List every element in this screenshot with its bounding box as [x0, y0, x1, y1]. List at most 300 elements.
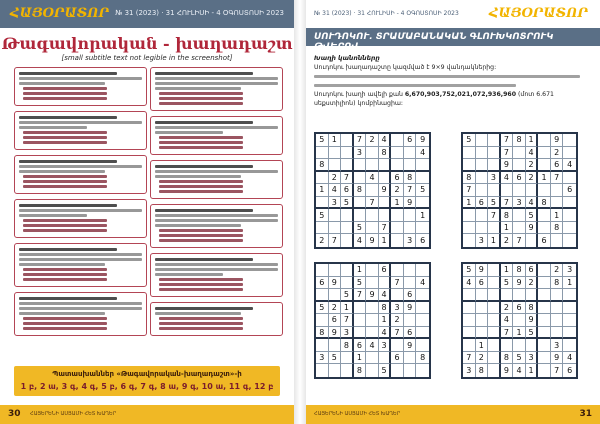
sudoku-cell [366, 222, 379, 235]
sudoku-cell [366, 352, 379, 365]
sudoku-cell: 9 [404, 302, 417, 315]
sudoku-cell: 9 [551, 134, 564, 147]
quiz-column-right [150, 67, 283, 341]
sudoku-cell: 9 [551, 352, 564, 365]
issue-info: № 31 (2023) · 31 ՀՈՒԼԻՍԻ - 4 ՕԳՈՍՏՈՍԻ 2023 [115, 9, 284, 17]
sudoku-cell [563, 339, 576, 352]
sudoku-cell [354, 302, 367, 315]
sudoku-cell: 7 [404, 184, 417, 197]
sudoku-cell: 7 [488, 209, 501, 222]
sudoku-cell [476, 172, 489, 185]
sudoku-cell [354, 159, 367, 172]
sudoku-cell [551, 197, 564, 210]
sudoku-cell: 1 [379, 234, 392, 247]
sudoku-cell [488, 352, 501, 365]
sudoku-cell: 1 [354, 264, 367, 277]
sudoku-cell [526, 184, 539, 197]
sudoku-cell [379, 352, 392, 365]
sudoku-cell: 9 [366, 234, 379, 247]
sudoku-cell: 5 [488, 197, 501, 210]
sudoku-cell [404, 352, 417, 365]
sudoku-cell [366, 264, 379, 277]
sudoku-cell: 7 [379, 222, 392, 235]
sudoku-cell: 1 [316, 184, 329, 197]
sudoku-cell: 1 [538, 172, 551, 185]
answers-box [14, 366, 280, 396]
sudoku-cell [366, 184, 379, 197]
sudoku-cell [563, 289, 576, 302]
sudoku-cell: 8 [404, 172, 417, 185]
sudoku-cell: 1 [354, 352, 367, 365]
quiz-question-9 [150, 160, 283, 199]
sudoku-cell [416, 302, 429, 315]
sudoku-cell [341, 264, 354, 277]
sudoku-cell: 4 [354, 234, 367, 247]
right-footer [306, 405, 600, 424]
sudoku-cell: 7 [341, 172, 354, 185]
sudoku-cell: 7 [501, 197, 514, 210]
sudoku-cell: 4 [513, 364, 526, 377]
sudoku-cell: 7 [329, 234, 342, 247]
sudoku-cell: 5 [329, 352, 342, 365]
sudoku-cell [416, 172, 429, 185]
sudoku-cell [463, 289, 476, 302]
sudoku-cell: 9 [366, 289, 379, 302]
sudoku-intro [314, 54, 594, 108]
sudoku-cell [476, 327, 489, 340]
sudoku-cell: 6 [329, 314, 342, 327]
sudoku-cell [416, 339, 429, 352]
sudoku-cell: 2 [526, 277, 539, 290]
sudoku-cell: 3 [488, 172, 501, 185]
sudoku-cell: 2 [501, 234, 514, 247]
sudoku-cell: 4 [416, 147, 429, 160]
sudoku-cell: 1 [488, 234, 501, 247]
magazine-logo: ՀԱՅՕՐԱՏՈՐ [10, 6, 110, 21]
sudoku-cell [404, 209, 417, 222]
sudoku-cell [463, 339, 476, 352]
sudoku-cell: 3 [551, 339, 564, 352]
sudoku-cell: 2 [329, 172, 342, 185]
sudoku-cell: 3 [329, 197, 342, 210]
sudoku-cell [538, 264, 551, 277]
sudoku-cell [416, 314, 429, 327]
sudoku-cell: 5 [526, 327, 539, 340]
sudoku-cell [488, 314, 501, 327]
sudoku-cell: 1 [563, 277, 576, 290]
sudoku-cell [463, 234, 476, 247]
sudoku-cell: 2 [551, 147, 564, 160]
sudoku-title-bar [306, 28, 600, 52]
sudoku-cell: 8 [354, 184, 367, 197]
sudoku-cell [513, 147, 526, 160]
sudoku-cell [538, 209, 551, 222]
sudoku-cell [476, 147, 489, 160]
sudoku-cell: 9 [526, 222, 539, 235]
sudoku-cell [316, 264, 329, 277]
sudoku-cell: 7 [463, 184, 476, 197]
sudoku-cell: 5 [463, 134, 476, 147]
sudoku-cell [354, 172, 367, 185]
sudoku-cell: 7 [501, 327, 514, 340]
sudoku-cell: 1 [526, 364, 539, 377]
sudoku-cell [513, 184, 526, 197]
page-number-right: 31 [579, 409, 592, 419]
sudoku-cell [513, 314, 526, 327]
sudoku-cell [563, 209, 576, 222]
sudoku-cell [513, 289, 526, 302]
sudoku-cell [538, 302, 551, 315]
sudoku-cell: 1 [463, 197, 476, 210]
sudoku-cell [379, 209, 392, 222]
sudoku-cell [379, 277, 392, 290]
sudoku-cell: 9 [501, 159, 514, 172]
quiz-question-6 [14, 292, 147, 336]
sudoku-cell [563, 234, 576, 247]
sudoku-cell: 5 [354, 222, 367, 235]
sudoku-cell: 2 [526, 159, 539, 172]
sudoku-cell [391, 222, 404, 235]
sudoku-cell [538, 289, 551, 302]
sudoku-cell [538, 364, 551, 377]
sudoku-cell [341, 147, 354, 160]
sudoku-cell [563, 222, 576, 235]
sudoku-cell: 6 [404, 289, 417, 302]
sudoku-title: ՍՈՒԴՈԿՈՒ. ՏՐԱՄԱԲԱՆԱԿԱՆ ԳԼՈՒԽԿՈՏՐՈՒԿ ԹՎԵՐՈՎ [314, 32, 554, 52]
sudoku-cell: 7 [354, 134, 367, 147]
sudoku-cell [488, 184, 501, 197]
sudoku-cell: 6 [551, 159, 564, 172]
sudoku-cell: 6 [391, 172, 404, 185]
sudoku-cell [416, 364, 429, 377]
sudoku-cell: 3 [513, 197, 526, 210]
sudoku-cell [366, 327, 379, 340]
sudoku-cell [329, 364, 342, 377]
sudoku-cell: 5 [341, 197, 354, 210]
sudoku-cell: 8 [551, 222, 564, 235]
sudoku-cell: 4 [526, 197, 539, 210]
sudoku-cell [488, 264, 501, 277]
sudoku-cell: 4 [379, 289, 392, 302]
sudoku-cell [551, 302, 564, 315]
sudoku-cell: 5 [513, 352, 526, 365]
sudoku-cell [391, 147, 404, 160]
sudoku-cell [476, 134, 489, 147]
quiz-question-5 [14, 243, 147, 287]
sudoku-cell: 4 [379, 134, 392, 147]
sudoku-cell: 2 [526, 172, 539, 185]
sudoku-cell: 5 [379, 364, 392, 377]
sudoku-cell: 5 [526, 209, 539, 222]
sudoku-cell [538, 134, 551, 147]
sudoku-cell: 7 [501, 134, 514, 147]
sudoku-cell: 1 [391, 197, 404, 210]
sudoku-cell: 9 [329, 327, 342, 340]
sudoku-cell [329, 222, 342, 235]
sudoku-cell: 6 [567, 366, 573, 376]
sudoku-cell [476, 184, 489, 197]
sudoku-cell [513, 222, 526, 235]
sudoku-cell [551, 234, 564, 247]
sudoku-cell: 8 [513, 264, 526, 277]
sudoku-cell [563, 314, 576, 327]
sudoku-cell [513, 209, 526, 222]
sudoku-cell: 7 [391, 327, 404, 340]
sudoku-cell [366, 302, 379, 315]
sudoku-cell: 2 [391, 314, 404, 327]
sudoku-cell: 3 [391, 302, 404, 315]
sudoku-cell: 8 [513, 134, 526, 147]
sudoku-cell [488, 339, 501, 352]
sudoku-cell: 3 [526, 352, 539, 365]
sudoku-cell: 5 [354, 277, 367, 290]
sudoku-cell: 1 [341, 302, 354, 315]
quiz-question-3 [14, 155, 147, 194]
sudoku-cell: 5 [501, 277, 514, 290]
sudoku-cell [354, 209, 367, 222]
sudoku-cell: 6 [513, 172, 526, 185]
sudoku-cell: 4 [463, 277, 476, 290]
sudoku-cell [341, 209, 354, 222]
sudoku-cell: 6 [563, 184, 576, 197]
sudoku-cell [513, 339, 526, 352]
sudoku-cell: 9 [476, 264, 489, 277]
sudoku-cell [526, 234, 539, 247]
sudoku-cell: 6 [391, 352, 404, 365]
sudoku-cell [551, 314, 564, 327]
sudoku-cell: 9 [404, 197, 417, 210]
book-gutter [294, 0, 306, 424]
sudoku-cell [341, 159, 354, 172]
sudoku-cell: 3 [341, 327, 354, 340]
sudoku-cell [476, 209, 489, 222]
rules-lead: Սուդոկու խաղադաշտը կազմված է 9×9 վանդակներից: [314, 64, 497, 71]
sudoku-cell: 1 [501, 222, 514, 235]
sudoku-cell: 7 [513, 234, 526, 247]
sudoku-cell [476, 159, 489, 172]
sudoku-cell: 6 [538, 234, 551, 247]
sudoku-cell: 8 [463, 172, 476, 185]
sudoku-cell: 4 [329, 184, 342, 197]
sudoku-cell [329, 339, 342, 352]
sudoku-cell [551, 289, 564, 302]
sudoku-cell [404, 364, 417, 377]
sudoku-cell: 7 [354, 289, 367, 302]
answers-text: 1 բ, 2 ա, 3 գ, 4 գ, 5 բ, 6 գ, 7 գ, 8 ա, 9 գ, 10 ա, 11 գ, 12 բ [20, 382, 274, 391]
sudoku-cell: 8 [379, 302, 392, 315]
sudoku-cell [538, 352, 551, 365]
sudoku-cell [476, 302, 489, 315]
sudoku-cell [463, 222, 476, 235]
sudoku-cell [538, 222, 551, 235]
count-value: 6,670,903,752,021,072,936,960 [404, 91, 517, 98]
sudoku-cell: 9 [513, 277, 526, 290]
quiz-question-7 [150, 67, 283, 111]
sudoku-cell: 7 [366, 197, 379, 210]
sudoku-cell [488, 277, 501, 290]
sudoku-cell [538, 314, 551, 327]
sudoku-grid-2 [461, 132, 578, 249]
sudoku-cell [329, 147, 342, 160]
sudoku-cell [463, 314, 476, 327]
sudoku-cell [488, 302, 501, 315]
quiz-column-left [14, 67, 147, 341]
sudoku-cell [379, 172, 392, 185]
sudoku-cell: 6 [476, 277, 489, 290]
sudoku-cell: 2 [391, 184, 404, 197]
quiz-question-4 [14, 199, 147, 238]
sudoku-cell [488, 364, 501, 377]
sudoku-cell [329, 264, 342, 277]
quiz-question-1 [14, 67, 147, 106]
sudoku-cell [463, 159, 476, 172]
sudoku-cell [563, 147, 576, 160]
sudoku-cell: 8 [416, 352, 429, 365]
sudoku-cell: 9 [379, 184, 392, 197]
sudoku-cell [501, 339, 514, 352]
sudoku-cell: 8 [501, 352, 514, 365]
rules-heading: Խաղի կանոնները [314, 55, 380, 62]
sudoku-cell [563, 197, 576, 210]
sudoku-cell: 5 [416, 184, 429, 197]
sudoku-cell [513, 159, 526, 172]
sudoku-cell [354, 197, 367, 210]
sudoku-cell [476, 314, 489, 327]
count-suffix: (մոտ 6.671 սեքստիլիոն) կոմբինացիա: [314, 91, 554, 107]
sudoku-cell: 4 [563, 159, 576, 172]
sudoku-cell [391, 339, 404, 352]
sudoku-cell [538, 339, 551, 352]
sudoku-cell [391, 289, 404, 302]
sudoku-cell: 8 [341, 339, 354, 352]
quiz-question-11 [150, 253, 283, 297]
sudoku-cell [551, 327, 564, 340]
sudoku-cell [476, 222, 489, 235]
sudoku-cell [501, 184, 514, 197]
sudoku-cell: 4 [563, 352, 576, 365]
sudoku-cell [404, 264, 417, 277]
sudoku-cell [488, 147, 501, 160]
sudoku-cell [316, 222, 329, 235]
sudoku-cell [341, 352, 354, 365]
count-prefix: Սուդոկու խաղի ավելի քան [314, 91, 403, 98]
left-footer [0, 405, 294, 424]
sudoku-cell: 4 [501, 314, 514, 327]
sudoku-cell [526, 339, 539, 352]
sudoku-cell [476, 289, 489, 302]
sudoku-cell: 7 [341, 314, 354, 327]
sudoku-cell [526, 289, 539, 302]
sudoku-cell [354, 327, 367, 340]
sudoku-cell: 6 [420, 236, 426, 246]
sudoku-cell [463, 327, 476, 340]
sudoku-cell [563, 134, 576, 147]
sudoku-cell [488, 134, 501, 147]
left-page [0, 0, 294, 424]
sudoku-cell: 1 [526, 134, 539, 147]
quiz-question-10 [150, 204, 283, 248]
sudoku-cell [404, 314, 417, 327]
sudoku-cell [488, 222, 501, 235]
sudoku-cell [341, 234, 354, 247]
sudoku-cell: 8 [316, 159, 329, 172]
right-page [306, 0, 600, 424]
sudoku-cell [538, 277, 551, 290]
sudoku-cell [563, 327, 576, 340]
sudoku-cell: 2 [501, 302, 514, 315]
sudoku-cell [329, 159, 342, 172]
sudoku-cell [366, 147, 379, 160]
sudoku-cell [391, 134, 404, 147]
sudoku-cell [463, 302, 476, 315]
sudoku-cell: 6 [316, 277, 329, 290]
sudoku-cell [316, 147, 329, 160]
sudoku-cell: 2 [329, 302, 342, 315]
sudoku-cell: 6 [379, 264, 392, 277]
sudoku-cell [404, 222, 417, 235]
sudoku-cell [391, 234, 404, 247]
sudoku-cell [316, 289, 329, 302]
sudoku-cell: 5 [316, 302, 329, 315]
sudoku-grid-1 [314, 132, 431, 249]
sudoku-cell: 8 [316, 327, 329, 340]
sudoku-cell: 6 [404, 134, 417, 147]
magazine-logo-right: ՀԱՅՕՐԱՏՈՐ [488, 6, 588, 21]
issue-info-right: № 31 (2023) · 31 ՀՈՒԼԻՍԻ - 4 ՕԳՈՍՏՈՍԻ 2023 [314, 10, 459, 17]
sudoku-cell: 6 [404, 327, 417, 340]
sudoku-cell [341, 134, 354, 147]
sudoku-cell: 3 [354, 147, 367, 160]
quiz-question-2 [14, 111, 147, 150]
sudoku-cell: 8 [379, 147, 392, 160]
sudoku-cell [316, 197, 329, 210]
footer-text-right: ՀԱՅԵՐԵՆԻ ԱՍՅԱՄԻ ՀԵՏ ԽԱՂԵՐ [314, 411, 401, 417]
sudoku-cell: 6 [513, 302, 526, 315]
sudoku-cell: 1 [476, 339, 489, 352]
quiz-question-8 [150, 116, 283, 155]
sudoku-cell: 4 [366, 172, 379, 185]
sudoku-cell [563, 302, 576, 315]
sudoku-cell [463, 147, 476, 160]
quiz-title: Թագավորական - խաղադաշտ [1, 34, 293, 53]
sudoku-cell [366, 159, 379, 172]
sudoku-cell [404, 277, 417, 290]
sudoku-cell: 2 [551, 264, 564, 277]
sudoku-cell [316, 314, 329, 327]
sudoku-cell: 3 [463, 364, 476, 377]
answers-title: Պատասխաններ «Թագավորական-խաղադաշտ»-ի [52, 370, 242, 378]
sudoku-cell [463, 209, 476, 222]
sudoku-cell [538, 147, 551, 160]
sudoku-cell: 5 [316, 134, 329, 147]
sudoku-cell: 3 [476, 234, 489, 247]
sudoku-cell: 4 [501, 172, 514, 185]
sudoku-cell: 6 [354, 339, 367, 352]
sudoku-cell: 5 [463, 264, 476, 277]
left-header [0, 0, 294, 28]
sudoku-cell [316, 172, 329, 185]
sudoku-cell [488, 159, 501, 172]
sudoku-grid-4 [461, 262, 578, 379]
sudoku-cell: 9 [526, 314, 539, 327]
quiz-question-12 [150, 302, 283, 336]
sudoku-cell [416, 197, 429, 210]
sudoku-cell: 9 [501, 364, 514, 377]
sudoku-cell [341, 277, 354, 290]
sudoku-cell [366, 314, 379, 327]
sudoku-cell: 1 [513, 327, 526, 340]
sudoku-cell [416, 289, 429, 302]
